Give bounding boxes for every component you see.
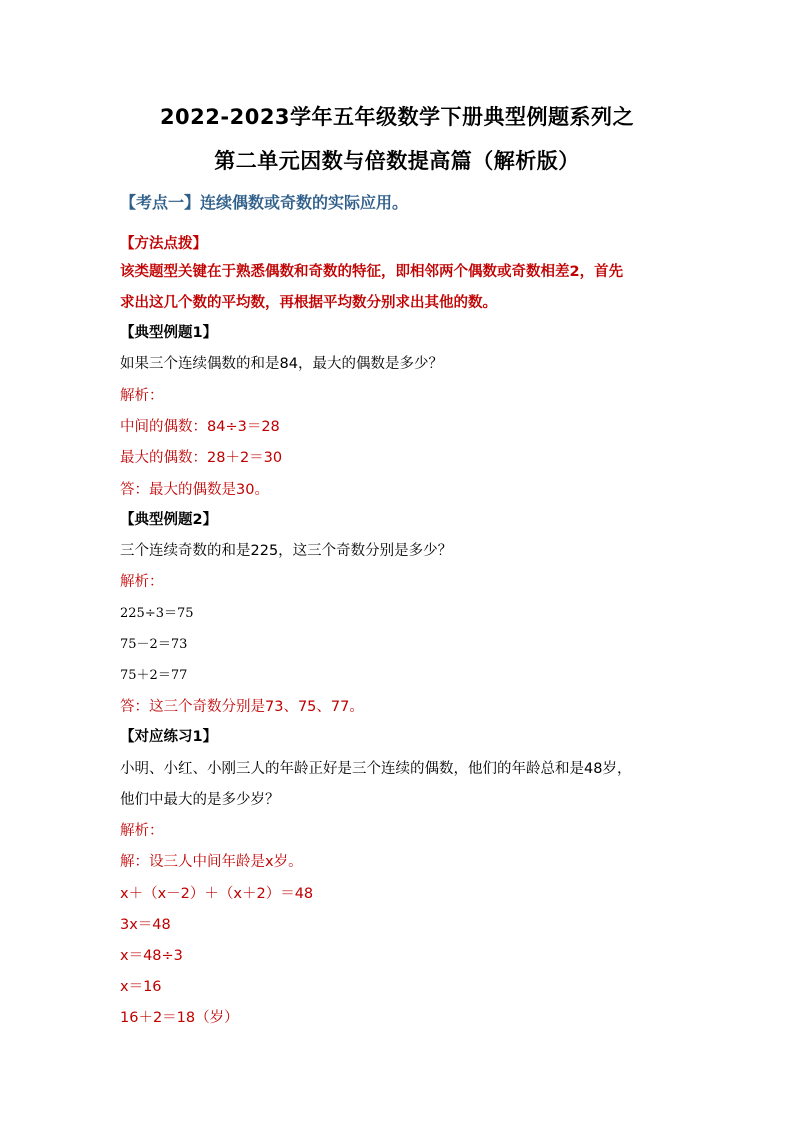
example2-step3: 75＋2＝77	[120, 668, 188, 683]
example1-label: 【典型例题1】	[120, 325, 218, 341]
practice1-analysis-label: 解析：	[120, 823, 164, 839]
example2-step2: 75－2＝73	[120, 637, 188, 652]
practice1-step4: x＝48÷3	[120, 948, 183, 964]
example2-step1: 225÷3＝75	[120, 606, 194, 621]
practice1-step1: 解：设三人中间年龄是x岁。	[120, 854, 303, 870]
example2-analysis-label: 解析：	[120, 574, 164, 590]
example1-step2: 最大的偶数：28＋2＝30	[120, 450, 283, 466]
example1-analysis-label: 解析：	[120, 388, 164, 404]
practice1-step2: x＋（x－2）＋（x＋2）＝48	[120, 886, 314, 902]
topic-heading: 【考点一】连续偶数或奇数的实际应用。	[120, 193, 409, 212]
method-text-line1: 该类题型关键在于熟悉偶数和奇数的特征，即相邻两个偶数或奇数相差2，首先	[120, 264, 624, 280]
example2-answer: 答：这三个奇数分别是73、75、77。	[120, 699, 364, 715]
practice1-step5: x＝16	[120, 979, 162, 995]
practice1-question-line2: 他们中最大的是多少岁？	[120, 792, 280, 808]
practice1-step6: 16＋2＝18（岁）	[120, 1010, 239, 1026]
example1-step1: 中间的偶数：84÷3＝28	[120, 419, 280, 435]
doc-title-line1: 2022-2023学年五年级数学下册典型例题系列之	[159, 105, 635, 129]
practice1-question-line1: 小明、小红、小刚三人的年龄正好是三个连续的偶数，他们的年龄总和是48岁，	[120, 761, 632, 777]
practice1-step3: 3x＝48	[120, 917, 171, 933]
doc-title-line2: 第二单元因数与倍数提高篇（解析版）	[214, 149, 580, 173]
method-text-line2: 求出这几个数的平均数，再根据平均数分别求出其他的数。	[120, 295, 497, 311]
practice1-label: 【对应练习1】	[120, 729, 218, 745]
example2-question: 三个连续奇数的和是225，这三个奇数分别是多少？	[120, 543, 453, 559]
example2-label: 【典型例题2】	[120, 512, 218, 528]
example1-answer: 答：最大的偶数是30。	[120, 482, 269, 498]
example1-question: 如果三个连续偶数的和是84，最大的偶数是多少？	[120, 356, 443, 372]
method-label: 【方法点拨】	[120, 236, 207, 252]
